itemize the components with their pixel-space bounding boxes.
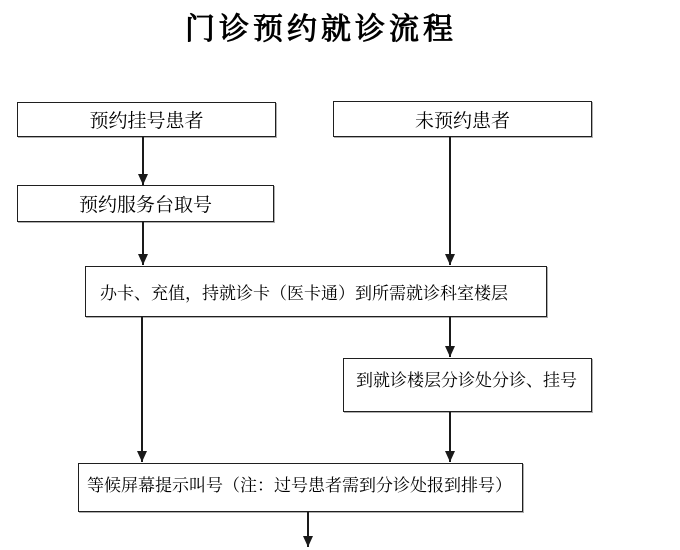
- node-unreserved-patient: 未预约患者: [333, 101, 592, 137]
- node-floor-triage: 到就诊楼层分诊处分诊、挂号: [343, 358, 592, 412]
- node-wait-call: 等候屏幕提示叫号（注：过号患者需到分诊处报到排号）: [78, 463, 523, 512]
- flowchart-title: 门诊预约就诊流程: [185, 13, 457, 46]
- arrow-wait-call-exit: [307, 512, 309, 547]
- arrow-service-desk-to-card: [142, 222, 144, 265]
- arrow-reserved-to-service-desk: [142, 137, 144, 185]
- arrow-floor-triage-to-wait-call: [449, 412, 451, 462]
- arrow-card-to-wait-call: [141, 317, 143, 462]
- arrow-card-to-floor-triage: [449, 317, 451, 357]
- node-service-desk: 预约服务台取号: [17, 185, 274, 222]
- node-reserved-patient: 预约挂号患者: [17, 102, 276, 137]
- arrow-unreserved-to-card: [449, 137, 451, 265]
- node-card-recharge: 办卡、充值，持就诊卡（医卡通）到所需就诊科室楼层: [85, 266, 547, 317]
